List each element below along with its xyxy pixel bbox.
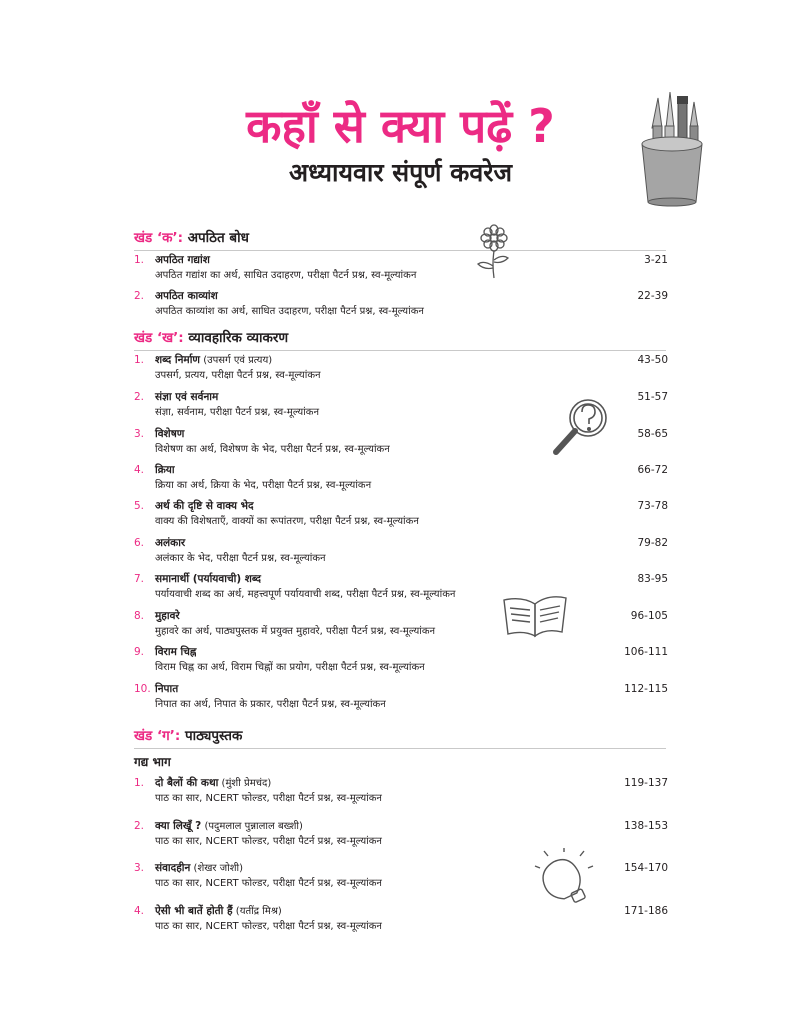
pencil-cup-icon: [632, 88, 712, 208]
entry-pages: 106-111: [624, 646, 668, 658]
section-khand-label: खंड ‘ख’:: [134, 330, 184, 346]
entry-number: 7.: [134, 573, 145, 585]
entry-number: 8.: [134, 610, 145, 622]
question-magnifier-icon: [548, 394, 614, 464]
entry-description: उपसर्ग, प्रत्यय, परीक्षा पैटर्न प्रश्न, स्व-मूल्यांकन: [155, 370, 321, 381]
entry-number: 1.: [134, 354, 145, 366]
section-heading-ga: [134, 726, 666, 749]
toc-entry[interactable]: [134, 608, 668, 642]
entry-pages: 154-170: [624, 862, 668, 874]
entry-description: पाठ का सार, NCERT फोल्डर, परीक्षा पैटर्न प्रश्न, स्व-मूल्यांकन: [155, 878, 382, 889]
entry-number: 6.: [134, 537, 145, 549]
page-title: कहाँ से क्या पढ़ें ?: [246, 99, 555, 153]
entry-pages: 96-105: [630, 610, 668, 622]
entry-number: 4.: [134, 464, 145, 476]
entry-pages: 112-115: [624, 683, 668, 695]
entry-pages: 138-153: [624, 820, 668, 832]
entry-pages: 58-65: [637, 428, 668, 440]
entry-description: संज्ञा, सर्वनाम, परीक्षा पैटर्न प्रश्न, स्व-मूल्यांकन: [155, 407, 320, 418]
entry-pages: 3-21: [644, 254, 668, 266]
toc-entry[interactable]: [134, 462, 668, 496]
section-heading-ka: [134, 228, 666, 251]
entry-number: 1.: [134, 254, 145, 266]
entry-number: 1.: [134, 777, 145, 789]
toc-entry[interactable]: [134, 644, 668, 678]
entry-description: मुहावरे का अर्थ, पाठ्यपुस्तक में प्रयुक्त मुहावरे, परीक्षा पैटर्न प्रश्न, स्व-मूल्यांकन: [155, 626, 436, 637]
entry-description: पाठ का सार, NCERT फोल्डर, परीक्षा पैटर्न प्रश्न, स्व-मूल्यांकन: [155, 921, 382, 932]
entry-title: अपठित गद्यांश: [155, 254, 210, 266]
entry-pages: 79-82: [637, 537, 668, 549]
flower-icon: [474, 224, 514, 280]
entry-title: मुहावरे: [155, 610, 180, 622]
lightbulb-icon: [534, 848, 594, 914]
entry-number: 4.: [134, 905, 145, 917]
entry-number: 2.: [134, 391, 145, 403]
entry-title: विशेषण: [155, 428, 185, 440]
entry-title: ऐसी भी बातें होती हैं (यतींद्र मिश्र): [155, 905, 282, 917]
entry-description: पाठ का सार, NCERT फोल्डर, परीक्षा पैटर्न प्रश्न, स्व-मूल्यांकन: [155, 793, 382, 804]
section-name: अपठित बोध: [187, 230, 249, 246]
entry-title: क्रिया: [155, 464, 175, 476]
subsection-heading: गद्य भाग: [134, 755, 171, 769]
entry-description: अलंकार के भेद, परीक्षा पैटर्न प्रश्न, स्व-मूल्यांकन: [155, 553, 326, 564]
entry-description: विराम चिह्न का अर्थ, विराम चिह्नों का प्रयोग, परीक्षा पैटर्न प्रश्न, स्व-मूल्यांकन: [155, 662, 425, 673]
entry-description: पर्यायवाची शब्द का अर्थ, महत्त्वपूर्ण पर्यायवाची शब्द, परीक्षा पैटर्न प्रश्न, स्व-मूल्यांकन: [155, 589, 456, 600]
open-book-icon: [500, 590, 570, 640]
entry-title: दो बैलों की कथा (मुंशी प्रेमचंद): [155, 777, 272, 789]
entry-title: विराम चिह्न: [155, 646, 197, 658]
entry-description: निपात का अर्थ, निपात के प्रकार, परीक्षा पैटर्न प्रश्न, स्व-मूल्यांकन: [155, 699, 386, 710]
entry-pages: 51-57: [637, 391, 668, 403]
entry-number: 2.: [134, 290, 145, 302]
entry-pages: 66-72: [637, 464, 668, 476]
entry-description: विशेषण का अर्थ, विशेषण के भेद, परीक्षा पैटर्न प्रश्न, स्व-मूल्यांकन: [155, 444, 390, 455]
entry-title: अलंकार: [155, 537, 186, 549]
toc-entry[interactable]: [134, 352, 668, 386]
toc-entry[interactable]: [134, 818, 668, 852]
entry-pages: 73-78: [637, 500, 668, 512]
entry-description: अपठित गद्यांश का अर्थ, साधित उदाहरण, परीक्षा पैटर्न प्रश्न, स्व-मूल्यांकन: [155, 270, 417, 281]
entry-description: अपठित काव्यांश का अर्थ, साधित उदाहरण, परीक्षा पैटर्न प्रश्न, स्व-मूल्यांकन: [155, 306, 424, 317]
toc-entry[interactable]: [134, 252, 668, 286]
entry-title: अपठित काव्यांश: [155, 290, 218, 302]
entry-title: समानार्थी (पर्यायवाची) शब्द: [155, 573, 262, 585]
entry-pages: 171-186: [624, 905, 668, 917]
section-khand-label: खंड ‘ग’:: [134, 728, 181, 744]
section-khand-label: खंड ‘क’:: [134, 230, 183, 246]
toc-entry[interactable]: [134, 681, 668, 715]
entry-number: 3.: [134, 428, 145, 440]
entry-number: 3.: [134, 862, 145, 874]
entry-pages: 22-39: [637, 290, 668, 302]
entry-description: पाठ का सार, NCERT फोल्डर, परीक्षा पैटर्न प्रश्न, स्व-मूल्यांकन: [155, 836, 382, 847]
entry-title: संवादहीन (शेखर जोशी): [155, 862, 243, 874]
toc-entry[interactable]: [134, 775, 668, 809]
entry-number: 9.: [134, 646, 145, 658]
section-name: व्यावहारिक व्याकरण: [188, 330, 289, 346]
entry-title: संज्ञा एवं सर्वनाम: [155, 391, 219, 403]
toc-entry[interactable]: [134, 288, 668, 322]
entry-title: निपात: [155, 683, 179, 695]
section-name: पाठ्यपुस्तक: [184, 728, 243, 744]
entry-description: वाक्य की विशेषताएँ, वाक्यों का रूपांतरण, परीक्षा पैटर्न प्रश्न, स्व-मूल्यांकन: [155, 516, 419, 527]
toc-entry[interactable]: [134, 498, 668, 532]
entry-number: 10.: [134, 683, 151, 695]
entry-title: अर्थ की दृष्टि से वाक्य भेद: [155, 500, 254, 512]
toc-entry[interactable]: [134, 535, 668, 569]
entry-pages: 119-137: [624, 777, 668, 789]
entry-title: क्या लिखूँ ? (पदुमलाल पुन्नालाल बख्शी): [155, 820, 303, 832]
entry-number: 5.: [134, 500, 145, 512]
entry-title: शब्द निर्माण (उपसर्ग एवं प्रत्यय): [155, 354, 273, 366]
toc-entry[interactable]: [134, 571, 668, 605]
section-heading-kha: [134, 328, 666, 351]
entry-pages: 43-50: [637, 354, 668, 366]
entry-pages: 83-95: [637, 573, 668, 585]
entry-number: 2.: [134, 820, 145, 832]
page-subtitle: अध्यायवार संपूर्ण कवरेज: [288, 158, 513, 187]
entry-description: क्रिया का अर्थ, क्रिया के भेद, परीक्षा पैटर्न प्रश्न, स्व-मूल्यांकन: [155, 480, 372, 491]
